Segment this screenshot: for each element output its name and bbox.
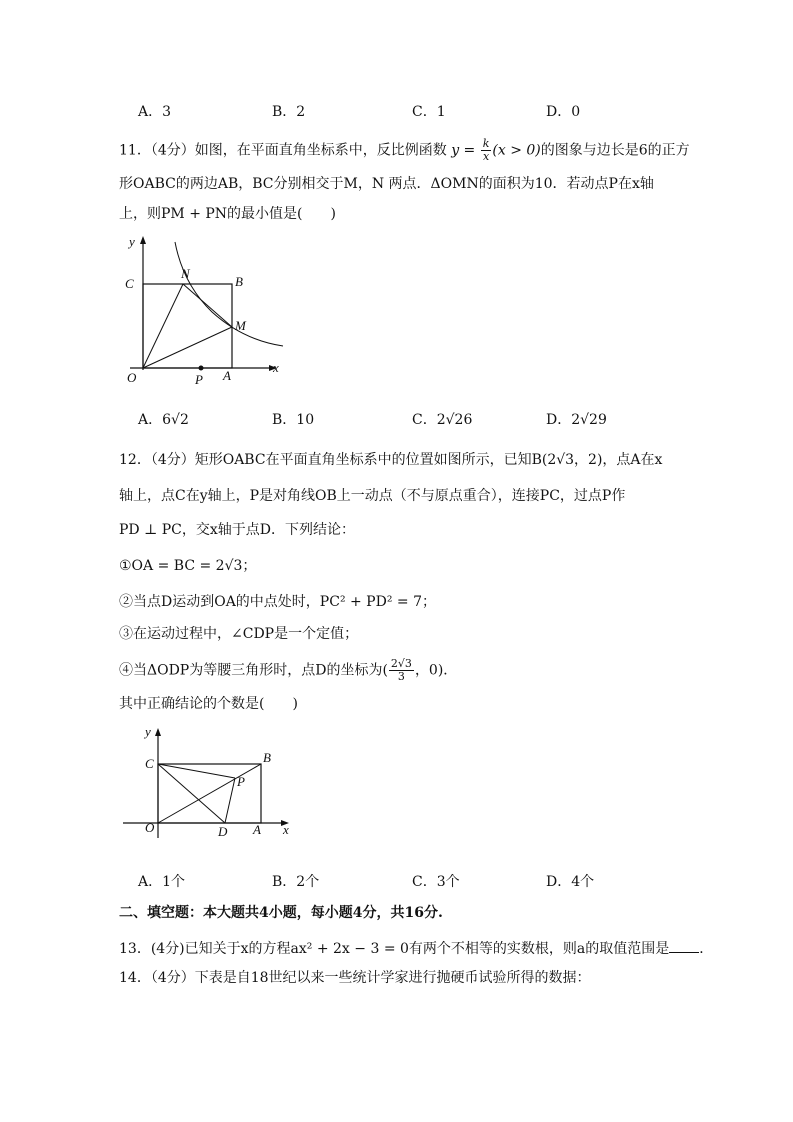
q14-text: 14．（4分）下表是自18世纪以来一些统计学家进行抛硬币试验所得的数据： bbox=[119, 970, 591, 986]
q11-option-d: D．2√29 bbox=[546, 412, 607, 428]
q13-text: 13．(4分)已知关于x的方程ax² + 2x − 3 = 0有两个不相等的实数根，则a的取值范围是 ． bbox=[119, 938, 713, 959]
q12-option-b: B．2个 bbox=[272, 874, 320, 890]
q10-option-a: A．3 bbox=[138, 104, 172, 120]
q11-options bbox=[0, 410, 793, 430]
q11-figure bbox=[115, 232, 290, 390]
q10-option-c: C．1 bbox=[412, 104, 446, 120]
q12-label-c: C bbox=[145, 756, 154, 771]
q10-option-b: B．2 bbox=[272, 104, 306, 120]
q13-answer-blank bbox=[669, 938, 699, 953]
q11-option-a: A．6√2 bbox=[138, 412, 189, 428]
q11-option-c: C．2√26 bbox=[412, 412, 473, 428]
q12-fraction: $\frac{2√3}{3}$ bbox=[390, 657, 412, 683]
q11-line-3: 上，则PM + PN的最小值是( ) bbox=[119, 206, 336, 222]
q12-label-b: B bbox=[263, 750, 271, 765]
q11-label-y: y bbox=[129, 234, 135, 249]
section-2-title: 二、填空题：本大题共4小题，每小题4分，共16分. bbox=[119, 905, 443, 921]
q12-label-d: D bbox=[218, 824, 228, 839]
q10-options bbox=[0, 102, 793, 122]
q11-label-x: x bbox=[273, 360, 279, 375]
q12-label-a: A bbox=[253, 822, 261, 837]
q12-option-c: C．3个 bbox=[412, 874, 460, 890]
q10-option-d: D．0 bbox=[546, 104, 581, 120]
q12-conclusion-1: ①OA = BC = 2√3； bbox=[119, 558, 257, 574]
q12-conclusion-3: ③在运动过程中，∠CDP是一个定值； bbox=[119, 626, 359, 642]
q11-label-b: B bbox=[235, 274, 243, 289]
q12-options bbox=[0, 872, 793, 892]
q12-conclusion-2: ②当点D运动到OA的中点处时，PC² + PD² = 7； bbox=[119, 594, 436, 610]
q12-option-d: D．4个 bbox=[546, 874, 595, 890]
q12-question: 其中正确结论的个数是( ) bbox=[119, 696, 298, 712]
q11-label-n: N bbox=[181, 266, 190, 281]
q12-line-2: 轴上，点C在y轴上，P是对角线OB上一动点（不与原点重合），连接PC，过点P作 bbox=[119, 488, 626, 504]
q12-line-3: PD ⊥ PC，交x轴于点D．下列结论： bbox=[119, 522, 355, 538]
q11-label-m: M bbox=[235, 318, 246, 333]
q11-label-o: O bbox=[127, 370, 137, 385]
q12-label-o: O bbox=[145, 820, 155, 835]
q12-label-x: x bbox=[283, 822, 289, 837]
q12-line-1: 12．（4分）矩形OABC在平面直角坐标系中的位置如图所示，已知B(2√3，2)，点A在x bbox=[119, 452, 663, 468]
q11-fraction: $\frac{k}{x}$ bbox=[482, 137, 490, 163]
q11-option-b: B．10 bbox=[272, 412, 315, 428]
q11-line-2: 形OABC的两边AB，BC分别相交于M，N 两点．ΔOMN的面积为10．若动点P在x轴 bbox=[119, 176, 654, 192]
q12-label-y: y bbox=[145, 724, 151, 739]
q12-label-p: P bbox=[237, 774, 245, 789]
q12-option-a: A．1个 bbox=[138, 874, 186, 890]
q12-conclusion-4: ④当ΔODP为等腰三角形时，点D的坐标为( $\frac{2√3}{3}$ ，0)． bbox=[119, 657, 458, 683]
q12-figure bbox=[115, 722, 300, 847]
q11-line-1: 11．（4分）如图，在平面直角坐标系中，反比例函数 y = $\frac{k}{x}$ (x > 0)的图象与边长是6的正方 bbox=[119, 137, 690, 163]
q11-label-c: C bbox=[125, 276, 134, 291]
q11-label-a: A bbox=[223, 368, 231, 383]
q11-label-p: P bbox=[195, 372, 203, 387]
